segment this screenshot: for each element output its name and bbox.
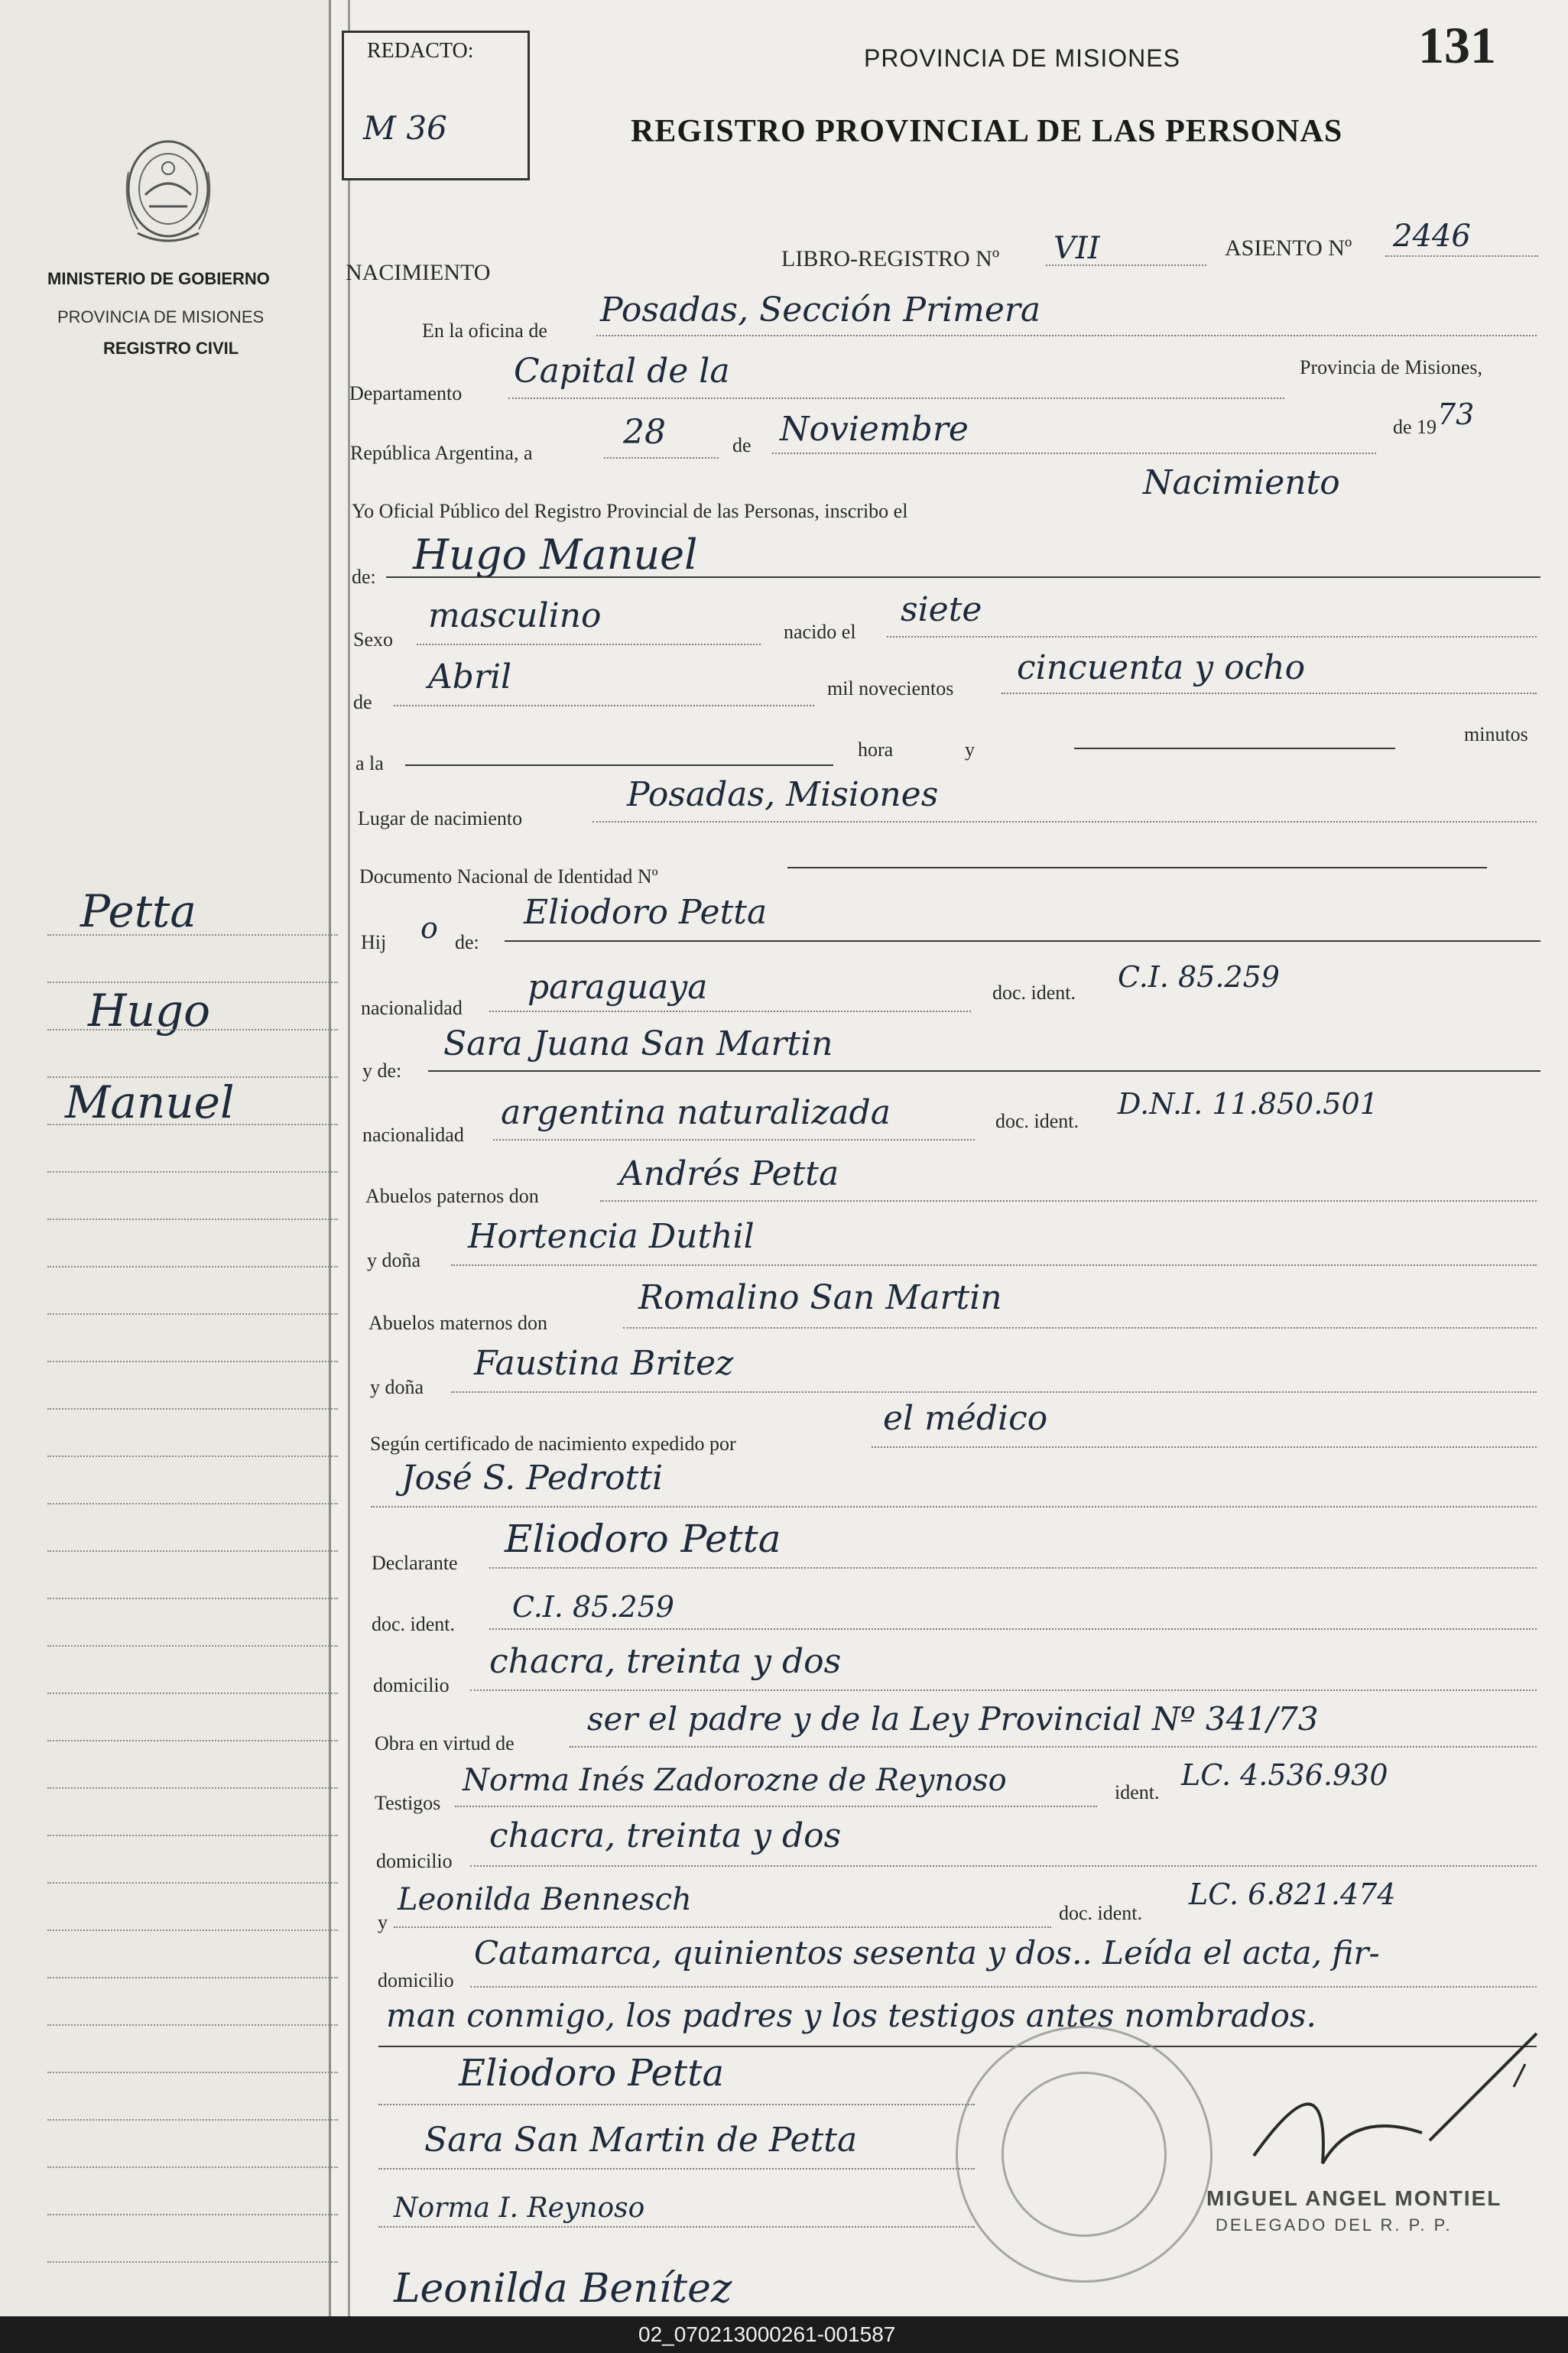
margin-ruled-line [47,1550,338,1552]
margin-ruled-line [47,1408,338,1410]
margin-ruled-line [47,1787,338,1789]
margin-ruled-line [47,2261,338,2263]
mother-nationality-label: nacionalidad [362,1124,464,1146]
margin-ruled-line [47,1693,338,1694]
file-id-caption: 02_070213000261-001587 [638,2322,896,2346]
month-line [772,453,1376,454]
year-label: de 19 [1393,416,1437,438]
y-label: y [965,738,975,761]
father-doc: C.I. 85.259 [1118,960,1280,994]
mother-name: Sara Juana San Martin [443,1024,833,1063]
testigo2: Leonilda Bennesch [398,1882,692,1917]
hora-label: hora [858,738,894,761]
margin-ruled-line [47,1171,338,1173]
abuela-mat-line [451,1391,1537,1393]
segun-value: el médico [883,1399,1048,1438]
libro-line [1046,265,1206,266]
de-label: de [732,434,752,456]
province-label: PROVINCIA DE MISIONES [57,307,265,326]
obra-label: Obra en virtud de [375,1732,515,1754]
abuelo-pat-line [600,1200,1537,1202]
oficina-line [596,335,1537,336]
mil-label: mil novecientos [827,677,954,699]
decl-doc-value: C.I. 85.259 [512,1590,674,1624]
declarante-value: Eliodoro Petta [505,1517,781,1561]
nacido-label: nacido el [784,621,856,643]
sexo-value: masculino [428,596,602,635]
official-round-stamp-inner [1002,2072,1167,2237]
dni-label: Documento Nacional de Identidad Nº [359,865,658,888]
mother-doc: D.N.I. 11.850.501 [1118,1087,1378,1121]
signature-mother: Sara San Martin de Petta [424,2121,858,2160]
testigo2-doc-label: doc. ident. [1059,1902,1143,1924]
testigo1-ident-label: ident. [1115,1781,1160,1803]
signature-testigo1: Norma I. Reynoso [394,2192,645,2224]
official-signature-stroke [1223,2018,1544,2194]
margin-first-name: Hugo [88,985,210,1037]
abuelo-mat: Romalino San Martin [638,1278,1002,1317]
father-nationality: paraguaya [528,968,708,1007]
margin-ruled-line [47,1219,338,1220]
child-name: Hugo Manuel [413,531,698,579]
birth-year-line [1002,693,1537,694]
header-province: PROVINCIA DE MISIONES [864,44,1180,72]
father-name: Eliodoro Petta [524,893,768,932]
abuela-pat: Hortencia Duthil [468,1217,755,1256]
testigo2-dom-line [470,1986,1537,1988]
domicilio-value: chacra, treinta y dos [489,1642,842,1681]
oficial-label: Yo Oficial Público del Registro Provincial de las Personas, inscribo el [352,500,908,522]
oficial-value: Nacimiento [1143,463,1340,502]
asiento-line [1385,255,1538,257]
nacido-line [887,636,1537,638]
abuela-pat-line [451,1264,1537,1266]
abuela-mat: Faustina Britez [474,1344,734,1383]
margin-second-name: Manuel [65,1076,235,1128]
decl-doc-line [489,1628,1537,1630]
testigo1-line [455,1806,1097,1807]
segun-label: Según certificado de nacimiento expedido por [370,1433,736,1455]
year-value: 73 [1437,398,1475,431]
medico-name: José S. Pedrotti [401,1459,664,1498]
margin-ruled-line [47,1503,338,1504]
sexo-line [417,644,761,645]
testigo2-doc: LC. 6.821.474 [1189,1878,1396,1911]
abuelos-pat-label: Abuelos paternos don [365,1185,539,1207]
de3-label: de [353,691,372,713]
signature-declarante: Eliodoro Petta [459,2052,725,2095]
obra-value: ser el padre y de la Ley Provincial Nº 341/73 [587,1700,1319,1738]
provincia-label: Provincia de Misiones, [1300,356,1483,378]
y-dona-mat-label: y doña [370,1376,424,1398]
testigo2-dom-label: domicilio [378,1969,454,1991]
father-doc-label: doc. ident. [992,982,1076,1004]
mother-nationality-line [493,1139,975,1141]
margin-ruled-line [47,982,338,983]
margin-ruled-line [47,1029,338,1030]
official-name: MIGUEL ANGEL MONTIEL [1206,2186,1502,2210]
margin-ruled-line [47,1645,338,1647]
de2-label: de: [352,566,376,588]
testigo2-dom: Catamarca, quinientos sesenta y dos.. Leída el acta, fir- [474,1934,1380,1972]
y-label-2: y [378,1911,388,1933]
testigo1-dom: chacra, treinta y dos [489,1816,842,1855]
father-nationality-label: nacionalidad [361,997,463,1019]
libro-value: VII [1053,231,1100,266]
minutos-label: minutos [1464,723,1528,745]
libro-label: LIBRO-REGISTRO Nº [781,246,1000,271]
lugar-value: Posadas, Misiones [627,775,939,814]
nacido-value: siete [901,590,982,629]
departamento-line [508,398,1284,399]
mother-name-line [428,1070,1540,1072]
margin-ruled-line [47,2119,338,2121]
margin-ruled-line [47,1835,338,1836]
birth-year-words: cincuenta y ocho [1017,648,1306,687]
birth-month: Abril [428,657,512,696]
header-title: REGISTRO PROVINCIAL DE LAS PERSONAS [631,114,1343,149]
margin-ruled-line [47,1882,338,1884]
testigos-label: Testigos [375,1792,441,1814]
ministry-label: MINISTERIO DE GOBIERNO [47,269,270,288]
margin-ruled-line [47,1076,338,1078]
margin-ruled-line [47,1124,338,1125]
redacto-box [342,31,530,180]
sexo-label: Sexo [353,628,393,651]
testigo2-line [394,1926,1051,1928]
mother-nationality: argentina naturalizada [501,1093,891,1132]
margin-ruled-line [47,1598,338,1599]
hijo-de-label: de: [455,931,479,953]
record-type-label: NACIMIENTO [346,260,491,285]
child-name-line [386,576,1540,578]
oficina-label: En la oficina de [422,320,547,342]
left-margin-panel [0,0,331,2316]
departamento-value: Capital de la [514,352,730,391]
margin-ruled-line [47,1266,338,1267]
lugar-label: Lugar de nacimiento [358,807,523,829]
testigo1-dom-line [470,1865,1537,1867]
domicilio-line [470,1689,1537,1691]
abuelos-mat-label: Abuelos maternos don [368,1312,547,1334]
birth-month-line [394,705,814,706]
page-number: 131 [1418,16,1496,74]
domicilio-label: domicilio [373,1674,450,1696]
margin-ruled-line [47,2024,338,2026]
margin-ruled-line [47,1977,338,1978]
departamento-label: Departamento [349,382,463,404]
redacto-value: M 36 [363,109,447,147]
margin-ruled-line [47,2166,338,2168]
day-line [604,457,719,459]
margin-surname: Petta [80,885,196,937]
hijo-suffix: o [420,911,438,945]
hijo-label: Hij [361,931,387,953]
declarante-label: Declarante [372,1552,458,1574]
mother-doc-label: doc. ident. [995,1110,1079,1132]
testigo1-doc: LC. 4.536.930 [1181,1758,1388,1792]
declarante-line [489,1567,1537,1569]
margin-ruled-line [47,934,338,936]
margin-ruled-line [47,1456,338,1457]
signature-line-3 [378,2226,975,2228]
month-value: Noviembre [780,410,969,449]
ala-label: a la [355,752,384,774]
medico-line [371,1506,1537,1508]
margin-ruled-line [47,1361,338,1362]
margin-ruled-line [47,1313,338,1315]
redacto-label: REDACTO: [367,39,474,63]
margin-ruled-line [47,1929,338,1931]
father-name-line [505,940,1540,942]
abuelo-mat-line [623,1327,1537,1329]
signature-testigo2: Leonilda Benítez [394,2266,732,2312]
y-dona-pat-label: y doña [367,1249,421,1271]
testigo1-dom-label: domicilio [376,1850,453,1872]
signature-line-1 [378,2104,975,2105]
dni-line [787,867,1487,868]
registry-label: REGISTRO CIVIL [103,339,239,358]
minutos-line [1074,748,1395,749]
testigo1: Norma Inés Zadorozne de Reynoso [463,1763,1007,1798]
segun-line [872,1446,1537,1448]
hora-line [405,764,833,766]
oficina-value: Posadas, Sección Primera [600,290,1041,329]
republica-label: República Argentina, a [350,442,533,464]
margin-rule [348,0,350,2316]
day-value: 28 [623,413,666,452]
obra-line [570,1746,1537,1748]
asiento-value: 2446 [1393,219,1471,254]
signature-line-2 [378,2168,975,2170]
official-title: DELEGADO DEL R. P. P. [1216,2215,1453,2235]
lugar-line [592,821,1537,823]
abuelo-pat: Andrés Petta [619,1154,839,1193]
father-nationality-line [489,1011,971,1012]
asiento-label: ASIENTO Nº [1225,235,1352,261]
margin-ruled-line [47,2214,338,2215]
decl-doc-label: doc. ident. [372,1613,456,1635]
margin-ruled-line [47,1740,338,1741]
y-de-label: y de: [362,1060,402,1082]
margin-ruled-line [47,2072,338,2073]
coat-of-arms-seal [115,126,222,252]
closing-line: man conmigo, los padres y los testigos antes nombrados. [386,1997,1316,2034]
